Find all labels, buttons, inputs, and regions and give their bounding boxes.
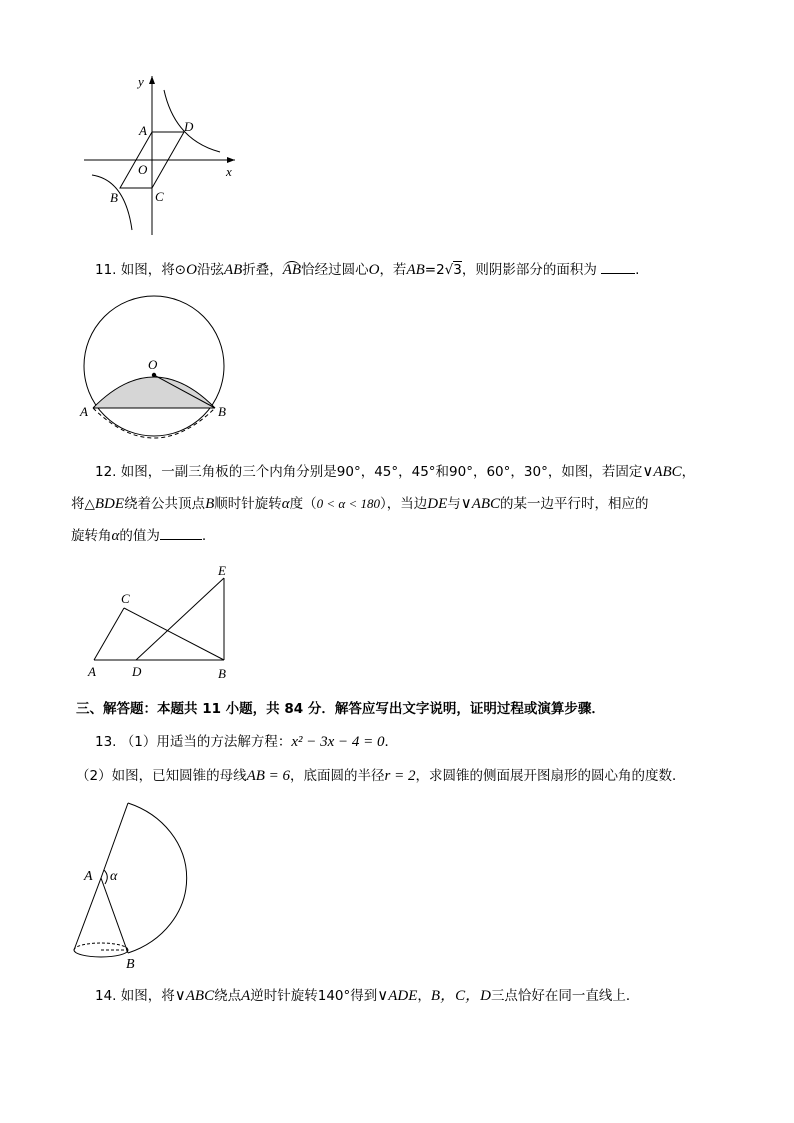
chord-b-label: B — [218, 404, 226, 419]
figure-triangle-set — [84, 560, 244, 685]
apex-a-label: A — [84, 869, 93, 884]
axis-x-label: x — [226, 164, 232, 179]
question-12-line-2: 将△BDE绕着公共顶点B顺时针旋转α度（0 < α < 180），当边DE与∨ABC的某一边平行时，相应的 — [71, 496, 649, 512]
sqrt-symbol: √ — [444, 262, 454, 278]
figure-hyperbola-parallelogram — [80, 70, 250, 240]
question-14-text: 14. 如图，将∨ABC绕点A逆时针旋转140°得到∨ADE，B，C，D三点恰好在同一直线上． — [95, 988, 640, 1004]
question-12-line-3: 旋转角α的值为 . — [71, 528, 207, 544]
question-13-part-2: （2）如图，已知圆锥的母线AB = 6，底面圆的半径r = 2，求圆锥的侧面展开图扇形的圆心角的度数． — [76, 768, 686, 784]
origin-label: O — [138, 162, 148, 177]
vertex-e-label: E — [218, 563, 226, 578]
base-b-label: B — [126, 957, 135, 972]
figure-folded-circle — [78, 290, 238, 440]
figure-cone-sector — [68, 798, 198, 973]
angle-alpha-label: α — [110, 869, 118, 884]
point-b-label: B — [110, 190, 118, 205]
vertex-d-label: D — [132, 664, 142, 679]
chord-a-label: A — [80, 404, 88, 419]
point-c-label: C — [155, 189, 164, 204]
answer-blank-12[interactable] — [160, 526, 202, 540]
section-heading: 三、解答题：本题共 11 小题，共 84 分．解答应写出文字说明，证明过程或演算步骤． — [76, 701, 605, 717]
vertex-a-label: A — [88, 664, 96, 679]
point-d-label: D — [184, 119, 194, 134]
axis-y-label: y — [138, 74, 144, 89]
question-11-text: 11. 如图，将⊙O沿弦AB折叠，AB恰经过圆心O，若AB=2√3，则阴影部分的面积为 . — [95, 262, 640, 278]
question-12-line-1: 12. 如图，一副三角板的三个内角分别是90°，45°，45°和90°，60°，30°，如图，若固定∨ABC， — [95, 464, 696, 480]
point-a-label: A — [139, 123, 147, 138]
center-o-label: O — [148, 357, 158, 372]
vertex-b-label: B — [218, 666, 226, 681]
vertex-c-label: C — [121, 591, 130, 606]
question-13-part-1: 13. （1）用适当的方法解方程：x² − 3x − 4 = 0． — [95, 734, 399, 750]
answer-blank-11[interactable] — [601, 260, 635, 274]
arc-ab-symbol: AB — [282, 262, 302, 278]
